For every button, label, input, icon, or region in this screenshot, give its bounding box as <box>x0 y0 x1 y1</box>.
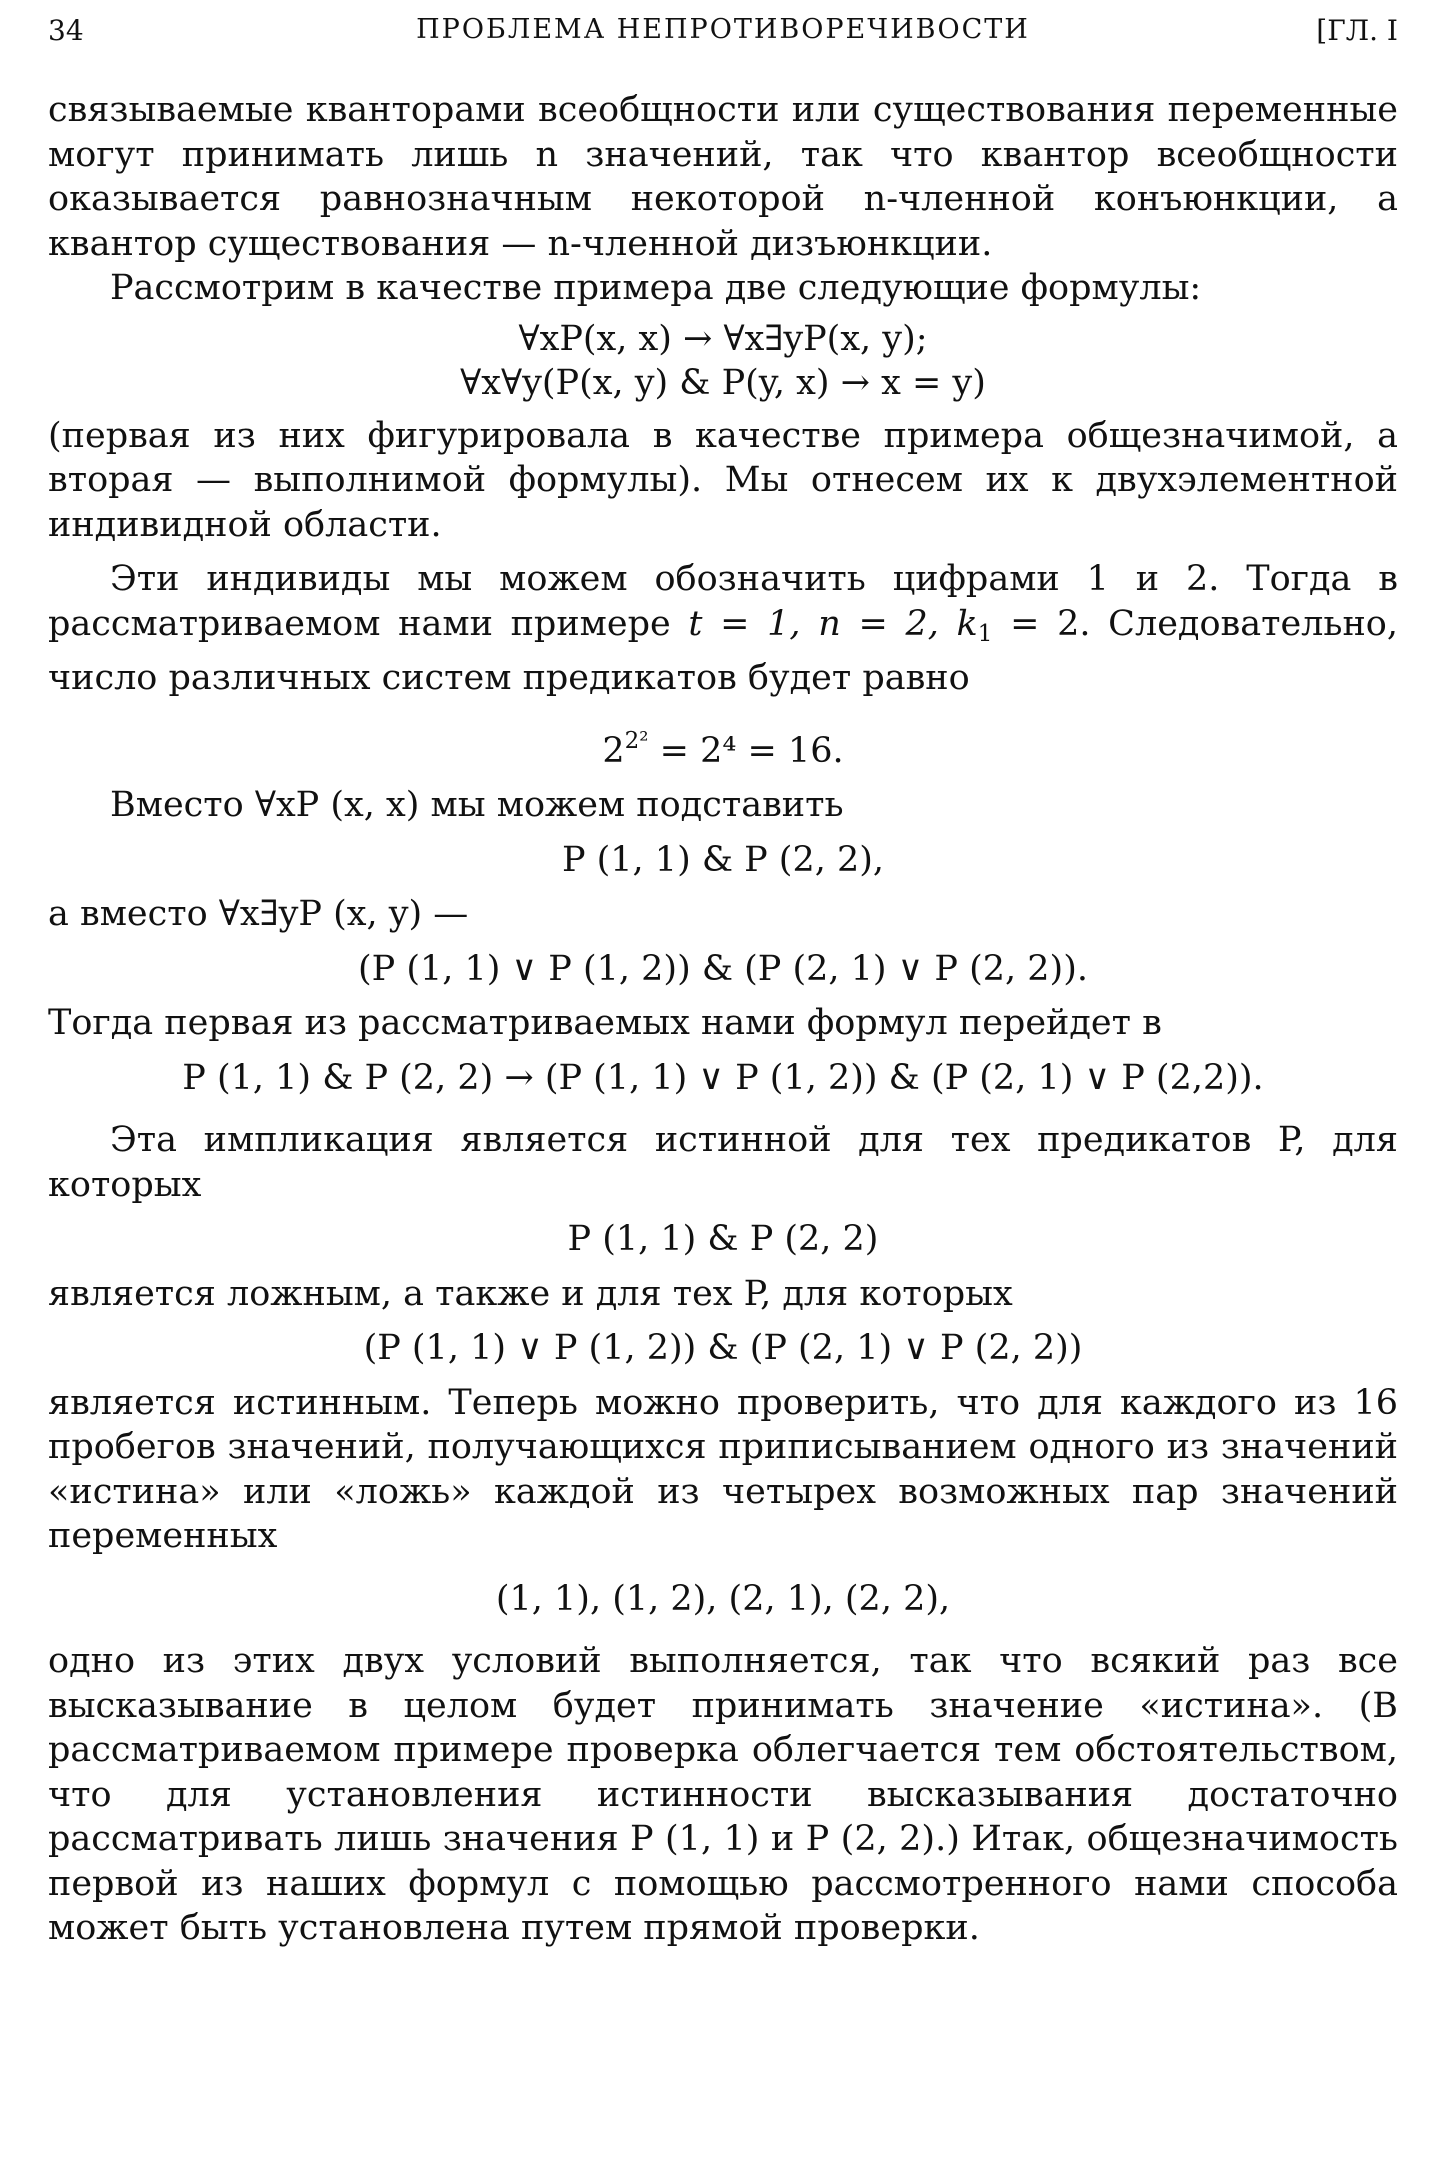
formula-3: $2^{2^2} = 2^4 = 16$. <box>602 727 844 771</box>
paragraph-3: (первая из них фигурировала в качестве примера общезначимой, а вторая — выполнимой формулы). Мы отнесем их к двухэлементной индивидной области. <box>48 415 1398 545</box>
formula-2: ∀x∀y(P(x, y) & P(y, x) → x = y) <box>460 363 986 403</box>
paragraph-9: является ложным, а также и для тех P, для которых <box>48 1273 1013 1314</box>
formula-9: (1, 1), (1, 2), (2, 1), (2, 2), <box>495 1578 951 1619</box>
formula-4: P (1, 1) & P (2, 2), <box>561 839 885 880</box>
paragraph-8: Эта импликация является истинной для тех предикатов P, для которых <box>48 1120 1398 1205</box>
paragraph-2: Рассмотрим в качестве примера две следующие формулы: <box>110 268 1202 308</box>
chapter-label: [ГЛ. I <box>1316 14 1398 47</box>
paragraph-1: связываемые кванторами всеобщности или существования переменные могут принимать лишь n значений, так что квантор всеобщности оказывается равнозначным некоторой n-членной конъюнкции, а квантор существования — n-членной дизъюнкции. <box>48 90 1398 264</box>
running-title: ПРОБЛЕМА НЕПРОТИВОРЕЧИВОСТИ <box>416 14 1030 45</box>
page-header <box>48 14 1398 58</box>
paragraph-11: одно из этих двух условий выполняется, так что всякий раз все высказывание в целом будет принимать значение «истина». (В рассматриваемом примере проверка облегчается тем обстоятельством, что для установления истинности высказывания достаточно рассматривать лишь значения P (1, 1) и P (2, 2).) Итак, общезначимость первой из наших формул с помощью рассмотренного нами способа может быть установлена путем прямой проверки. <box>48 1641 1398 1948</box>
paragraph-7: Тогда первая из рассматриваемых нами формул перейдет в <box>48 1003 1162 1043</box>
paragraph-4: Эти индивиды мы можем обозначить цифрами 1 и 2. Тогда в рассматриваемом нами примере t = 1, n = 2, $k_1 = 2$. Следовательно, число различных систем предикатов будет равно <box>48 559 1398 698</box>
page-number: 34 <box>48 14 84 47</box>
paragraph-6: а вместо ∀x∃yP (x, y) — <box>48 894 469 934</box>
formula-5: (P (1, 1) ∨ P (1, 2)) & (P (2, 1) ∨ P (2, 2)). <box>358 948 1088 989</box>
book-page <box>48 0 1398 2180</box>
formula-6: P (1, 1) & P (2, 2) → (P (1, 1) ∨ P (1, 2)) & (P (2, 1) ∨ P (2,2)). <box>182 1057 1264 1098</box>
formula-7: P (1, 1) & P (2, 2) <box>567 1219 879 1259</box>
paragraph-10: является истинным. Теперь можно проверить, что для каждого из 16 пробегов значений, получающихся приписыванием одного из значений «истина» или «ложь» каждой из четырех возможных пар значений переменных <box>48 1382 1398 1556</box>
page-body <box>48 88 1398 1951</box>
formula-8: (P (1, 1) ∨ P (1, 2)) & (P (2, 1) ∨ P (2, 2)) <box>363 1328 1083 1368</box>
paragraph-5: Вместо ∀xP (x, x) мы можем подставить <box>110 785 844 825</box>
formula-1: ∀xP(x, x) → ∀x∃yP(x, y); <box>518 318 928 359</box>
